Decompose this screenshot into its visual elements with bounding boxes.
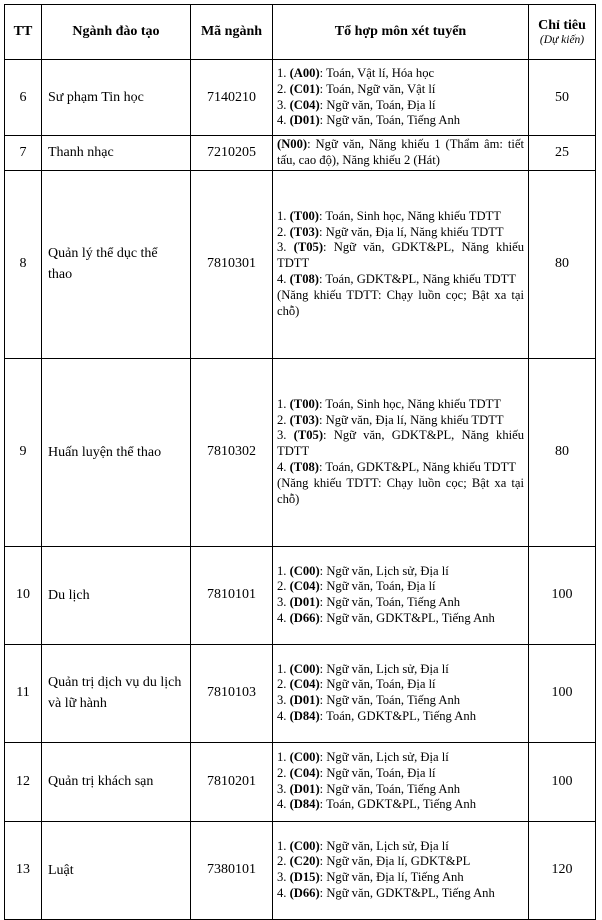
combination-code: (C00) [289,563,320,578]
combination-item [277,460,524,476]
combination-code: (C04) [289,579,320,594]
combination-index: 2. [277,224,290,239]
table-row [5,60,596,136]
combination-code: (D01) [289,693,320,708]
combination-index: 1. [277,563,290,578]
combination-subjects: : Ngữ văn, Toán, Địa lí [319,579,436,594]
row-number: 11 [5,644,42,742]
combination-subjects: : Ngữ văn, Lịch sử, Địa lí [319,563,449,578]
major-name: Quản trị khách sạn [42,742,191,821]
combination-index: 1. [277,661,290,676]
row-number: 12 [5,742,42,821]
combination-index: 2. [277,412,290,427]
major-code: 7210205 [191,136,273,171]
quota: 120 [529,821,596,919]
quota: 100 [529,742,596,821]
row-number: 7 [5,136,42,171]
combination-code: (D66) [289,610,320,625]
combination-item [277,82,524,98]
major-code: 7810103 [191,644,273,742]
admission-table [4,4,596,920]
combination-subjects: : Ngữ văn, Địa lí, GDKT&PL [319,854,471,869]
combination-code: (D84) [289,708,320,723]
combination-code: (C20) [289,854,320,869]
combination-item [277,662,524,678]
combination-index: 2. [277,765,290,780]
major-code: 7380101 [191,821,273,919]
combination-subjects: : Ngữ văn, GDKT&PL, Tiếng Anh [319,610,495,625]
table-row [5,821,596,919]
table-row [5,546,596,644]
combination-item [277,782,524,798]
combination-code: (C00) [289,661,320,676]
combination-code: (D84) [289,797,320,812]
combination-index: 2. [277,854,290,869]
subject-combinations [273,821,529,919]
table-row [5,170,596,358]
combination-subjects: : Ngữ văn, Năng khiếu 1 (Thẩm âm: tiết tấu, cao độ), Năng khiếu 2 (Hát) [277,137,524,167]
combination-code: (D01) [289,113,320,128]
quota: 100 [529,546,596,644]
combination-code: (D66) [289,885,320,900]
header-combo: Tổ hợp môn xét tuyển [273,5,529,60]
subject-combinations [273,60,529,136]
combination-subjects: : Ngữ văn, Toán, Tiếng Anh [319,595,461,610]
major-code: 7810201 [191,742,273,821]
combination-code: (T03) [289,412,319,427]
table-row [5,742,596,821]
aptitude-note: (Năng khiếu TDTT: Chạy luồn cọc; Bật xa tại chỗ) [277,287,524,318]
quota: 80 [529,358,596,546]
quota: 50 [529,60,596,136]
combination-subjects: : Toán, Sinh học, Năng khiếu TDTT [318,396,501,411]
combination-index: 3. [277,428,294,443]
major-name: Luật [42,821,191,919]
combination-item [277,693,524,709]
combination-item [277,225,524,241]
major-code: 7140210 [191,60,273,136]
combination-item [277,677,524,693]
combination-index: 1. [277,750,290,764]
combination-item [277,854,524,870]
combination-subjects: : Ngữ văn, Toán, Tiếng Anh [319,781,461,796]
combination-item [277,428,524,460]
row-number: 10 [5,546,42,644]
combination-item [277,113,524,129]
combination-code: (D01) [289,781,320,796]
combination-code: (C00) [289,838,320,853]
combination-subjects: : Toán, GDKT&PL, Năng khiếu TDTT [318,271,516,286]
quota: 80 [529,170,596,358]
subject-combinations [273,358,529,546]
combination-subjects: : Toán, GDKT&PL, Tiếng Anh [319,797,476,812]
combination-index: 2. [277,579,290,594]
combination-index: 3. [277,781,290,796]
combination-item [277,209,524,225]
combination-item [277,579,524,595]
major-name: Sư phạm Tin học [42,60,191,136]
combination-subjects: : Toán, GDKT&PL, Năng khiếu TDTT [318,459,516,474]
major-name: Huấn luyện thể thao [42,358,191,546]
combination-item [277,839,524,855]
table-row [5,644,596,742]
table-row [5,136,596,171]
combination-index: 3. [277,870,290,885]
combination-index: 1. [277,208,290,223]
combination-item [277,709,524,725]
combination-code: (N00) [277,137,308,151]
header-row [5,5,596,60]
combination-subjects: : Ngữ văn, GDKT&PL, Năng khiếu TDTT [277,428,524,459]
combination-subjects: : Ngữ văn, Địa lí, Năng khiếu TDTT [318,224,504,239]
combination-index: 1. [277,838,290,853]
combination-subjects: : Ngữ văn, Toán, Địa lí [319,765,436,780]
combination-subjects: : Ngữ văn, Lịch sử, Địa lí [319,838,449,853]
combination-code: (T08) [289,459,319,474]
combination-index: 4. [277,610,290,625]
combination-subjects: : Toán, Vật lí, Hóa học [319,65,435,80]
row-number: 13 [5,821,42,919]
combination-item [277,564,524,580]
quota: 100 [529,644,596,742]
subject-combinations [273,136,529,171]
combination-item [277,66,524,82]
header-quota-sub: (Dự kiến) [539,34,585,46]
major-name: Quản trị dịch vụ du lịch và lữ hành [42,644,191,742]
table-row [5,358,596,546]
combination-code: (C04) [289,677,320,692]
combination-index: 2. [277,81,290,96]
subject-combinations [273,742,529,821]
combination-item [277,611,524,627]
combination-code: (T08) [289,271,319,286]
combination-index: 1. [277,396,290,411]
combination-item [277,137,524,169]
combination-index: 1. [277,65,290,80]
combination-code: (C01) [289,81,320,96]
subject-combinations [273,170,529,358]
combination-subjects: : Ngữ văn, Toán, Tiếng Anh [319,113,461,128]
combination-index: 4. [277,708,290,723]
combination-index: 3. [277,97,290,112]
row-number: 8 [5,170,42,358]
combination-subjects: : Ngữ văn, Lịch sử, Địa lí [319,750,449,764]
combination-item [277,766,524,782]
combination-subjects: : Ngữ văn, GDKT&PL, Tiếng Anh [319,885,495,900]
combination-item [277,397,524,413]
subject-combinations [273,644,529,742]
combination-item [277,750,524,766]
row-number: 6 [5,60,42,136]
combination-item [277,413,524,429]
major-name: Quản lý thể dục thể thao [42,170,191,358]
major-name: Thanh nhạc [42,136,191,171]
combination-code: (C00) [289,750,320,764]
combination-index: 3. [277,240,294,255]
combination-code: (D01) [289,595,320,610]
combination-code: (C04) [289,765,320,780]
combination-item [277,870,524,886]
combination-subjects: : Ngữ văn, Toán, Tiếng Anh [319,693,461,708]
combination-index: 2. [277,677,290,692]
major-code: 7810101 [191,546,273,644]
table-body [5,60,596,920]
combination-item [277,595,524,611]
row-number: 9 [5,358,42,546]
combination-subjects: : Ngữ văn, Toán, Địa lí [319,677,436,692]
combination-code: (T00) [289,396,319,411]
combination-item [277,240,524,272]
combination-code: (C04) [289,97,320,112]
combination-subjects: : Ngữ văn, Lịch sử, Địa lí [319,661,449,676]
combination-code: (T00) [289,208,319,223]
header-major: Ngành đào tạo [42,5,191,60]
combination-subjects: : Ngữ văn, Địa lí, Năng khiếu TDTT [318,412,504,427]
combination-subjects: : Ngữ văn, GDKT&PL, Năng khiếu TDTT [277,240,524,271]
aptitude-note: (Năng khiếu TDTT: Chạy luồn cọc; Bật xa tại chỗ) [277,475,524,506]
header-quota [529,5,596,60]
major-code: 7810301 [191,170,273,358]
combination-index: 4. [277,797,290,812]
combination-subjects: : Toán, Ngữ văn, Vật lí [319,81,436,96]
combination-subjects: : Ngữ văn, Toán, Địa lí [319,97,436,112]
combination-item [277,272,524,288]
header-quota-title: Chỉ tiêu [538,18,586,33]
quota: 25 [529,136,596,171]
subject-combinations [273,546,529,644]
combination-subjects: : Toán, GDKT&PL, Tiếng Anh [319,708,476,723]
combination-index: 3. [277,693,290,708]
combination-subjects: : Toán, Sinh học, Năng khiếu TDTT [318,208,501,223]
combination-index: 3. [277,595,290,610]
combination-item [277,98,524,114]
combination-code: (A00) [289,65,320,80]
header-tt: TT [5,5,42,60]
combination-index: 4. [277,885,290,900]
combination-item [277,797,524,813]
combination-code: (T05) [293,240,324,255]
header-code: Mã ngành [191,5,273,60]
major-code: 7810302 [191,358,273,546]
combination-index: 4. [277,459,290,474]
combination-subjects: : Ngữ văn, Địa lí, Tiếng Anh [319,870,464,885]
combination-code: (T05) [293,428,324,443]
combination-code: (T03) [289,224,319,239]
combination-index: 4. [277,113,290,128]
combination-index: 4. [277,271,290,286]
major-name: Du lịch [42,546,191,644]
combination-code: (D15) [289,870,320,885]
